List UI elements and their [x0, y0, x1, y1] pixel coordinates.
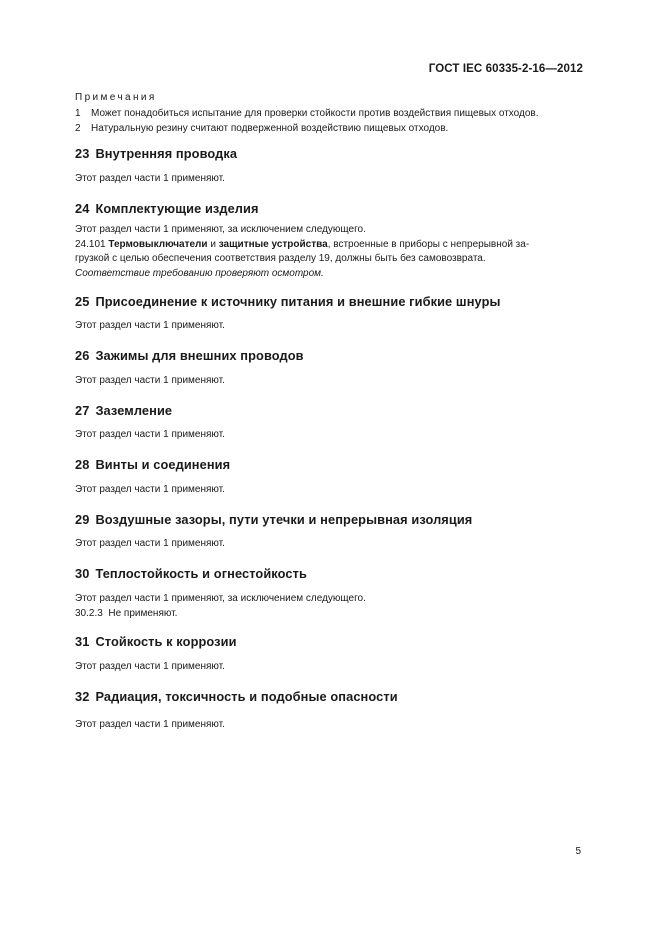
section-heading-32: 32 Радиация, токсичность и подобные опасности — [75, 689, 398, 704]
subclause-24-101-cont: грузкой с целью обеспечения соответствия разделу 19, должны быть без самовозврата. — [75, 253, 486, 264]
section-text: Этот раздел части 1 применяют, за исключением следующего. — [75, 593, 366, 604]
section-text: Этот раздел части 1 применяют. — [75, 719, 225, 730]
section-heading-25: 25 Присоединение к источнику питания и внешние гибкие шнуры — [75, 294, 501, 309]
section-heading-31: 31 Стойкость к коррозии — [75, 634, 237, 649]
document-header: ГОСТ IEC 60335-2-16—2012 — [428, 63, 583, 75]
note-item — [75, 106, 585, 121]
section-body-29 — [75, 537, 587, 552]
section-body-32 — [75, 718, 587, 733]
note-text: Натуральную резину считают подверженной воздействию пищевых отходов. — [91, 123, 449, 134]
section-body-25 — [75, 319, 587, 334]
section-text: Этот раздел части 1 применяют. — [75, 375, 225, 386]
section-text: Этот раздел части 1 применяют. — [75, 173, 225, 184]
note-text: Может понадобиться испытание для проверки стойкости против воздействия пищевых отходов. — [91, 108, 539, 119]
section-heading-26: 26 Зажимы для внешних проводов — [75, 348, 304, 363]
section-text: Этот раздел части 1 применяют. — [75, 538, 225, 549]
section-body-26 — [75, 374, 587, 389]
section-body-31 — [75, 660, 587, 675]
section-text: Этот раздел части 1 применяют. — [75, 320, 225, 331]
section-heading-29: 29 Воздушные зазоры, пути утечки и непрерывная изоляция — [75, 512, 473, 527]
section-heading-28: 28 Винты и соединения — [75, 457, 231, 472]
section-text: Этот раздел части 1 применяют, за исключением следующего. — [75, 224, 366, 235]
section-body-28 — [75, 483, 587, 498]
section-heading-23: 23 Внутренняя проводка — [75, 146, 238, 161]
section-body-23 — [75, 172, 587, 187]
page-number: 5 — [575, 846, 581, 857]
note-number: 1 — [75, 108, 81, 119]
section-text: Этот раздел части 1 применяют. — [75, 661, 225, 672]
section-body-24 — [75, 223, 587, 281]
subclause-24-101: 24.101 Термовыключатели и защитные устройства, встроенные в приборы с непрерывной за- — [75, 238, 530, 250]
notes-title: Примечания — [75, 92, 157, 103]
note-item — [75, 121, 585, 136]
notes-block — [75, 92, 585, 136]
compliance-text: Соответствие требованию проверяют осмотром. — [75, 267, 324, 279]
section-heading-30: 30 Теплостойкость и огнестойкость — [75, 566, 307, 581]
section-text: Этот раздел части 1 применяют. — [75, 484, 225, 495]
section-heading-24: 24 Комплектующие изделия — [75, 201, 259, 216]
note-number: 2 — [75, 123, 81, 134]
section-heading-27: 27 Заземление — [75, 403, 173, 418]
section-text: Этот раздел части 1 применяют. — [75, 429, 225, 440]
subclause-30-2-3: 30.2.3 Не применяют. — [75, 607, 178, 619]
section-body-30 — [75, 592, 587, 621]
section-body-27 — [75, 428, 587, 443]
